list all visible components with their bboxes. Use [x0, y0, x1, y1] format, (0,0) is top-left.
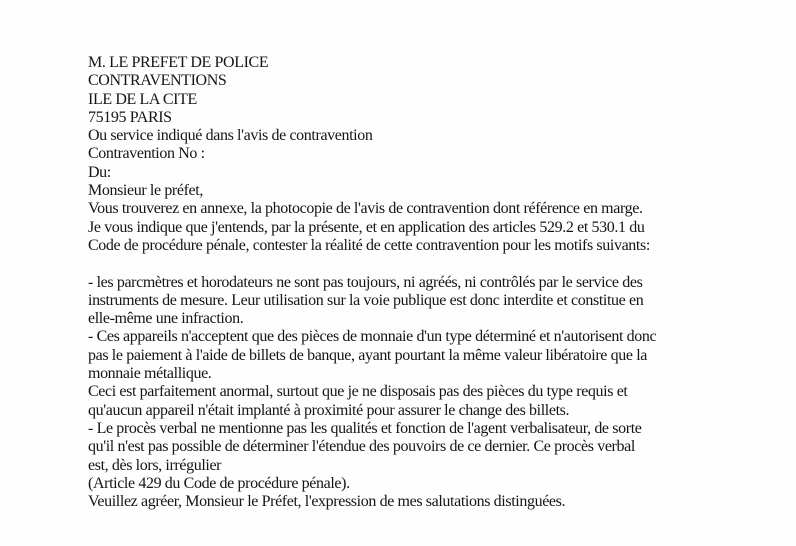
line-spacer [88, 255, 748, 273]
line-motif-pieces-monnaie-1: - Ces appareils n'acceptent que des pièces de monnaie d'un type déterminé et n'autorisent donc [88, 328, 657, 346]
line-reference-2: Du: [88, 163, 111, 181]
line-recipient-address-2: CONTRAVENTIONS [88, 72, 227, 90]
line-motif-proces-verbal-4: (Article 429 du Code de procédure pénale). [88, 474, 350, 492]
line-salutation: Monsieur le préfet, [88, 182, 203, 200]
line-motif-parcmetres-3: elle-même une infraction. [88, 310, 244, 328]
line-introduction-3: Code de procédure pénale, contester la réalité de cette contravention pour les motifs suivants: [88, 236, 650, 254]
line-motif-pieces-monnaie-4: Ceci est parfaitement anormal, surtout que je ne disposais pas des pièces du type requis et [88, 383, 628, 401]
line-introduction-1: Vous trouverez en annexe, la photocopie de l'avis de contravention dont référence en marge. [88, 200, 643, 218]
line-motif-parcmetres-1: - les parcmètres et horodateurs ne sont pas toujours, ni agréés, ni contrôlés par le service des [88, 273, 643, 291]
line-recipient-address-1: M. LE PREFET DE POLICE [88, 54, 269, 71]
line-motif-pieces-monnaie-2: pas le paiement à l'aide de billets de banque, ayant pourtant la même valeur libératoire que la [88, 346, 647, 364]
line-recipient-address-5: Ou service indiqué dans l'avis de contravention [88, 127, 373, 145]
line-recipient-address-4: 75195 PARIS [88, 108, 172, 126]
line-motif-parcmetres-2: instruments de mesure. Leur utilisation sur la voie publique est donc interdite et constitue en [88, 291, 644, 309]
line-motif-proces-verbal-2: qu'il n'est pas possible de déterminer l'étendue des pouvoirs de ce dernier. Ce procès verbal [88, 438, 635, 456]
line-reference-1: Contravention No : [88, 145, 205, 163]
contestation-letter-body [88, 54, 748, 511]
line-motif-proces-verbal-1: - Le procès verbal ne mentionne pas les qualités et fonction de l'agent verbalisateur, de sorte [88, 419, 642, 437]
line-motif-proces-verbal-3: est, dès lors, irrégulier [88, 456, 222, 474]
line-recipient-address-3: ILE DE LA CITE [88, 90, 197, 108]
line-motif-pieces-monnaie-5: qu'aucun appareil n'était implanté à proximité pour assurer le change des billets. [88, 401, 570, 419]
line-closing: Veuillez agréer, Monsieur le Préfet, l'expression de mes salutations distinguées. [88, 493, 566, 511]
line-motif-pieces-monnaie-3: monnaie métallique. [88, 365, 212, 383]
line-introduction-2: Je vous indique que j'entends, par la présente, et en application des articles 529.2 et 530.1 du [88, 218, 645, 236]
